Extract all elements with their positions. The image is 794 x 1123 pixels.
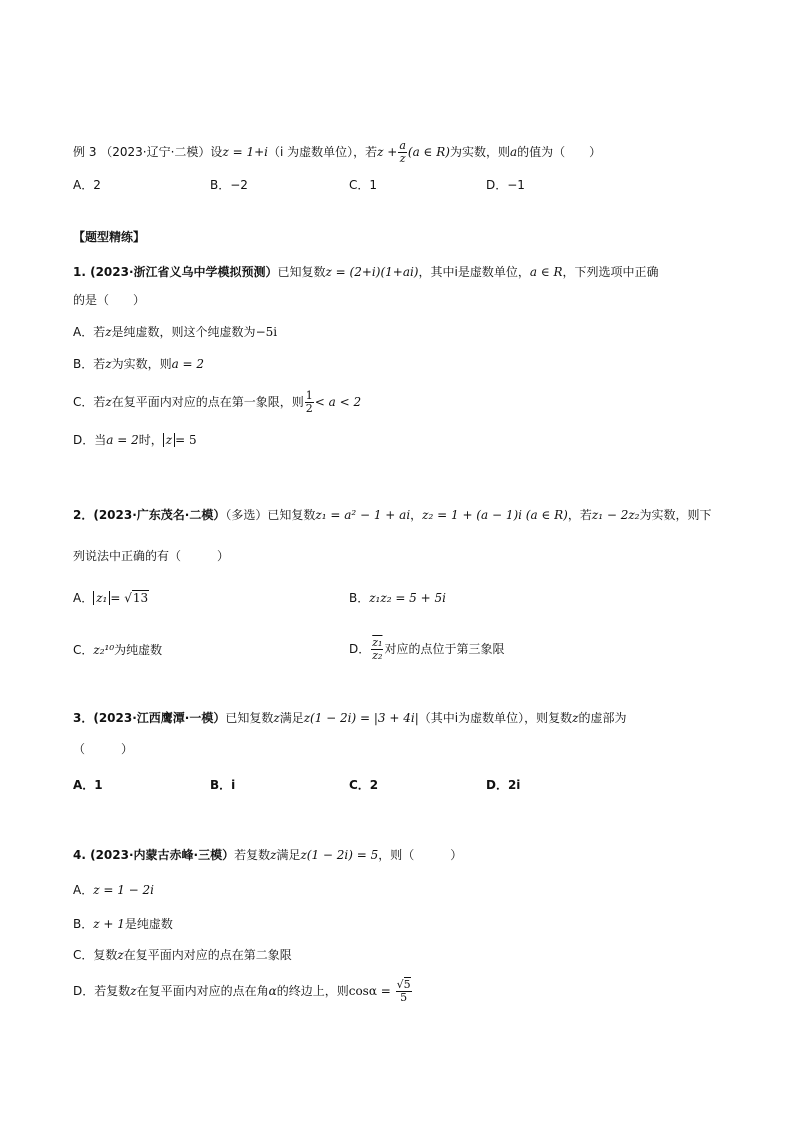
q4-option-d xyxy=(73,975,413,1007)
q4-optc-text: 在复平面内对应的点在第二象限 xyxy=(123,948,292,962)
q1-option-d xyxy=(73,432,197,448)
q3-expr: z(1 − 2i) = |3 + 4i| xyxy=(303,711,419,725)
q1-optc-text: 在复平面内对应的点在第一象限，则 xyxy=(111,395,304,409)
q4-optd-z: z xyxy=(130,984,137,998)
q1-optd-abs: z xyxy=(163,433,175,447)
q1-opta-z: z xyxy=(105,325,112,339)
q1-optc-fraction xyxy=(305,390,314,415)
q1-optc-value: < a < 2 xyxy=(314,395,362,409)
q2-stem-line2: 列说法中正确的有（ ） xyxy=(73,549,230,563)
q4-optb-label: B． xyxy=(73,917,94,931)
q2-option-d xyxy=(349,634,504,664)
q2-stem-a: （多选）已知复数 xyxy=(225,508,316,522)
q4-option-a xyxy=(73,882,154,898)
example3-i-note: （i 为虚数单位），若 xyxy=(267,145,378,159)
q2-optd-num: z₁ xyxy=(372,636,383,649)
q4-z: z xyxy=(270,848,277,862)
example3-prefix: 例 3 （2023·辽宁·二模）设 xyxy=(73,145,223,159)
q1-optc-den: 2 xyxy=(305,402,313,415)
example3-frac-num: a xyxy=(399,139,406,152)
q2-optc-label: C． xyxy=(73,643,94,657)
q2-opta-radicand: 13 xyxy=(132,591,149,605)
example3-suffix: 为实数，则 xyxy=(449,145,510,159)
q1-z-expr: z = (2+i)(1+ai) xyxy=(325,265,419,279)
q2-option-c xyxy=(73,642,162,658)
q2-expr: z₁ − 2z₂ xyxy=(591,508,640,522)
q1-option-b xyxy=(73,356,204,372)
q1-opta-prefix: A．若 xyxy=(73,325,106,339)
q2-optd-label: D． xyxy=(349,642,371,656)
q4-optb-expr: z + 1 xyxy=(93,917,125,931)
q1-opta-value: −5i xyxy=(255,325,278,339)
q2-optc-text: 为纯虚数 xyxy=(114,643,163,657)
q2-optc-expr: z₂¹⁰ xyxy=(93,643,115,657)
q4-optd-text: 在复平面内对应的点在角 xyxy=(136,984,269,998)
q2-stem xyxy=(73,507,711,523)
example3-end: 的值为（ ） xyxy=(517,145,602,159)
q4-stem-a: 若复数 xyxy=(234,848,271,862)
q3-z: z xyxy=(273,711,280,725)
q1-optb-value: a = 2 xyxy=(171,357,205,371)
q4-optd-fraction xyxy=(396,979,412,1004)
q3-stem-a: 已知复数 xyxy=(225,711,274,725)
q3-stem-line2: （ ） xyxy=(73,742,134,756)
q1-optb-text: 为实数，则 xyxy=(111,357,172,371)
q2-stem-c: 为实数，则下 xyxy=(639,508,712,522)
example3-option-a: A．2 xyxy=(73,178,101,192)
q4-optc-prefix: C．复数 xyxy=(73,948,118,962)
q1-optc-z: z xyxy=(105,395,112,409)
q4-expr: z(1 − 2i) = 5 xyxy=(300,848,379,862)
q1-stem-b: ，其中i是虚数单位， xyxy=(418,265,530,279)
q1-stem-a: 已知复数 xyxy=(277,265,326,279)
q2-option-b xyxy=(349,590,446,606)
q4-optd-num-radicand: 5 xyxy=(403,978,411,991)
q4-optd-alpha: α xyxy=(268,984,277,998)
q2-optd-fraction xyxy=(371,637,383,662)
example3-fraction xyxy=(398,140,407,165)
q4-option-b xyxy=(73,916,173,932)
example3-frac-den: z xyxy=(399,152,406,165)
example3-option-c: C．1 xyxy=(349,178,378,192)
q1-opta-text: 是纯虚数，则这个纯虚数为 xyxy=(111,325,256,339)
example3-cond: (a ∈ R) xyxy=(407,145,450,159)
q3-option-b: B．i xyxy=(210,778,236,792)
q2-source: 2．(2023·广东茂名·二模） xyxy=(73,508,226,522)
example3-a-var: a xyxy=(510,145,518,159)
q2-stem-b: ，若 xyxy=(567,508,592,522)
q4-optd-den: 5 xyxy=(400,991,408,1004)
q3-option-a: A．1 xyxy=(73,778,103,792)
q2-z2-def: z₂ = 1 + (a − 1)i (a ∈ R) xyxy=(422,508,568,522)
q1-optc-prefix: C．若 xyxy=(73,395,106,409)
q4-option-c xyxy=(73,947,292,963)
q1-optc-num: 1 xyxy=(305,389,313,402)
example3-option-b: B．−2 xyxy=(210,178,248,192)
q4-optc-z: z xyxy=(117,948,124,962)
q1-a-in-r: a ∈ R xyxy=(529,265,563,279)
q2-optb-label: B． xyxy=(349,591,370,605)
q2-opta-abs: z₁ xyxy=(93,591,110,605)
q2-option-a xyxy=(73,590,149,606)
q4-optd-cos: cosα = xyxy=(348,984,395,998)
q4-opta-expr: z = 1 − 2i xyxy=(93,883,155,897)
section-title: 【题型精练】 xyxy=(73,230,146,244)
q4-source: 4. (2023·内蒙古赤峰·三模） xyxy=(73,848,235,862)
q1-optb-prefix: B．若 xyxy=(73,357,106,371)
q2-opta-eq: = xyxy=(110,591,125,605)
q1-stem-c: ，下列选项中正确 xyxy=(562,265,659,279)
q4-optb-text: 是纯虚数 xyxy=(124,917,173,931)
q3-stem-d: 的虚部为 xyxy=(578,711,627,725)
q2-opta-label: A． xyxy=(73,591,94,605)
q2-optd-text: 对应的点位于第三象限 xyxy=(384,642,505,656)
q4-stem xyxy=(73,847,462,863)
q1-optd-value: = 5 xyxy=(175,433,197,447)
q4-optd-num: √5 xyxy=(396,978,411,991)
q2-opta-sqrt: √13 xyxy=(124,591,149,605)
q3-stem xyxy=(73,710,626,726)
q2-optd-den: z₂ xyxy=(372,649,383,662)
q1-stem-line2: 的是（ ） xyxy=(73,293,146,307)
q3-option-d: D．2i xyxy=(486,778,521,792)
q1-option-c xyxy=(73,390,361,415)
q1-option-a xyxy=(73,324,277,340)
q2-z1-def: z₁ = a² − 1 + ai xyxy=(315,508,411,522)
q4-optd-text2: 的终边上，则 xyxy=(276,984,349,998)
q1-optd-prefix: D．当 xyxy=(73,433,107,447)
q1-optb-z: z xyxy=(105,357,112,371)
example3-z-plus: z + xyxy=(377,145,398,159)
q3-option-c: C．2 xyxy=(349,778,379,792)
q2-optb-expr: z₁z₂ = 5 + 5i xyxy=(369,591,446,605)
q4-optd-prefix: D．若复数 xyxy=(73,984,131,998)
q4-stem-b: 满足 xyxy=(276,848,301,862)
q4-stem-c: ，则（ ） xyxy=(378,848,463,862)
example3-z-def: z = 1+i xyxy=(222,145,268,159)
q1-optd-cond: a = 2 xyxy=(106,433,139,447)
q2-comma: ， xyxy=(410,508,423,522)
q3-stem-c: （其中i为虚数单位），则复数 xyxy=(418,711,573,725)
q3-source: 3．(2023·江西鹰潭·一模） xyxy=(73,711,226,725)
q3-z2: z xyxy=(572,711,579,725)
q1-source: 1. (2023·浙江省义乌中学模拟预测） xyxy=(73,265,278,279)
example3-stem xyxy=(73,140,601,165)
example3-option-d: D．−1 xyxy=(486,178,525,192)
q1-stem xyxy=(73,264,659,280)
q1-optd-text: 时， xyxy=(138,433,163,447)
q3-stem-b: 满足 xyxy=(279,711,304,725)
q4-opta-label: A． xyxy=(73,883,94,897)
